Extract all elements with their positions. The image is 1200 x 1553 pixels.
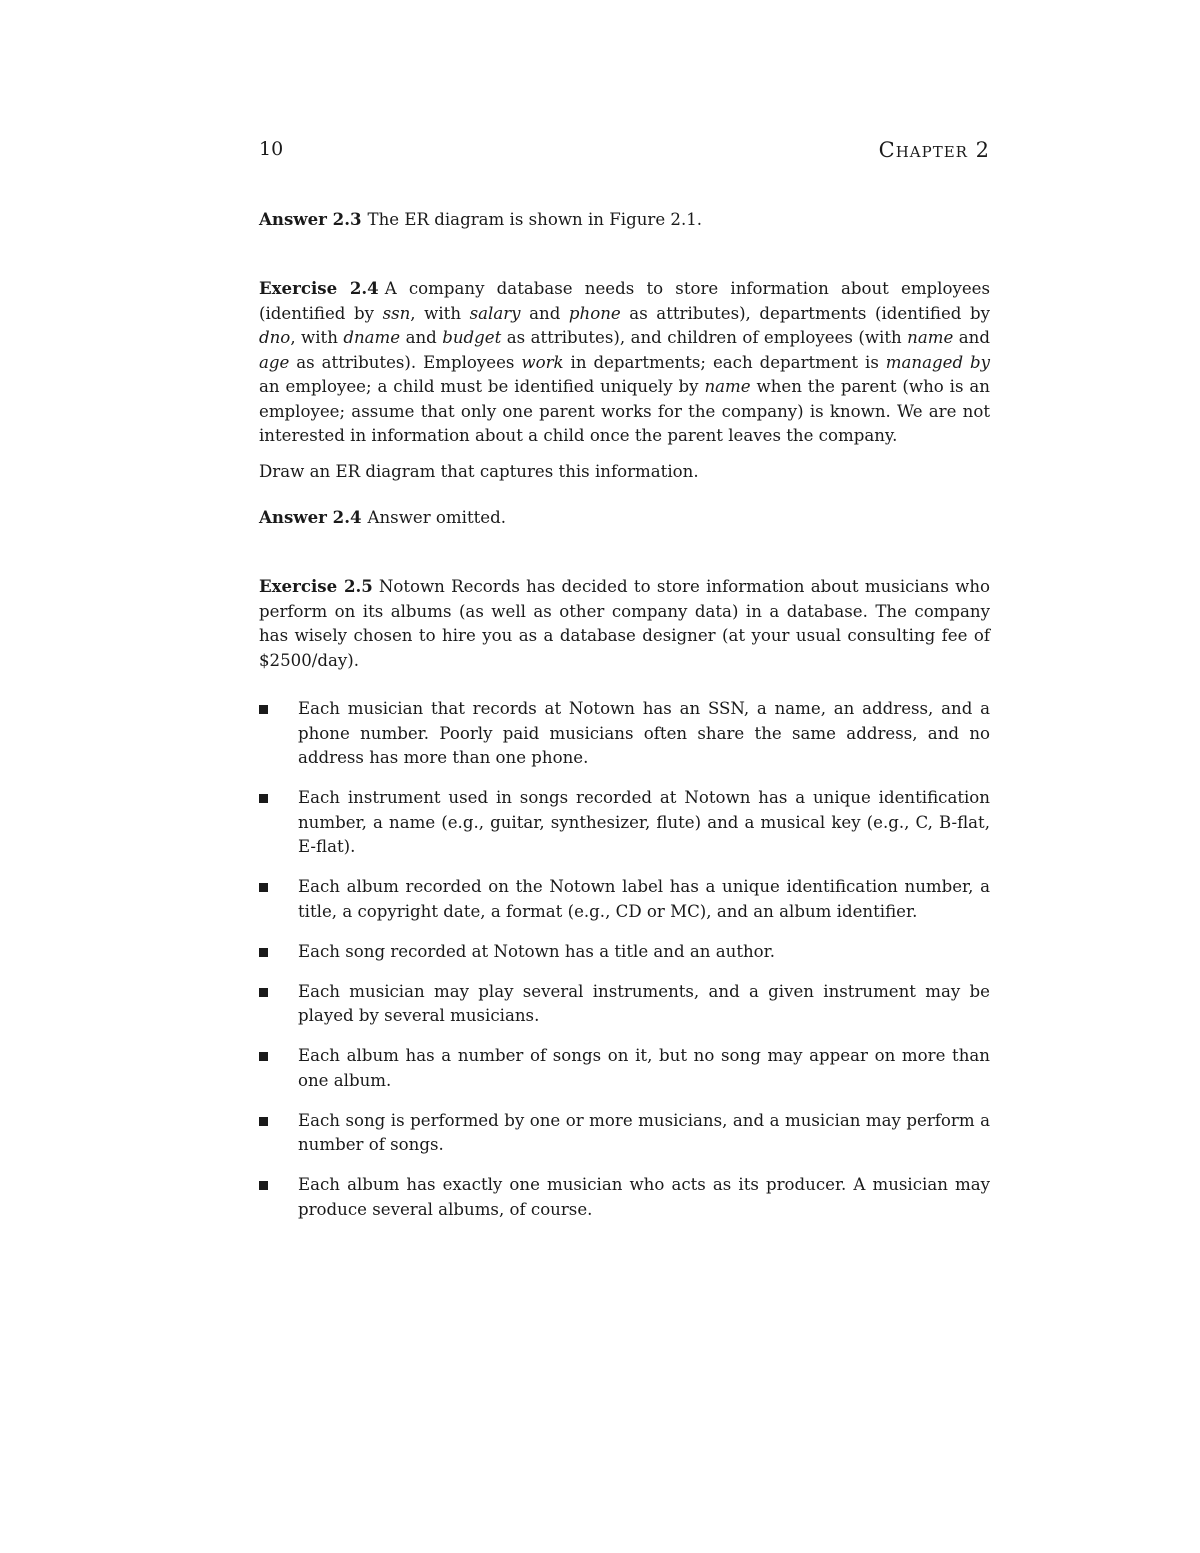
term-dname: dname [343, 328, 401, 347]
exercise-2-4-text: in departments; each department is [563, 352, 886, 372]
square-bullet-icon [259, 794, 268, 803]
square-bullet-icon [259, 1181, 268, 1190]
exercise-2-4-text: when the parent (who is an employee; assume that only one parent works for the company) is known. We are not interested in information about a child once the parent leaves the company. [259, 377, 990, 445]
answer-2-4-text: Answer omitted. [367, 508, 507, 527]
list-item-text: Each instrument used in songs recorded at Notown has a unique identification number, a name (e.g., guitar, synthesizer, flute) and a musical key (e.g., C, B-flat, E-flat). [298, 788, 990, 856]
term-work: work [521, 352, 564, 372]
exercise-2-4-text: A company database needs to store information about employees (identified by [259, 279, 990, 323]
exercise-2-4-instruction: Draw an ER diagram that captures this information. [259, 462, 699, 481]
exercise-2-4-text: and [400, 328, 443, 347]
answer-2-3-text: The ER diagram is shown in Figure 2.1. [367, 210, 703, 229]
exercise-2-4-text: an employee; a child must be identified uniquely by [259, 377, 705, 396]
list-item-text: Each album has exactly one musician who acts as its producer. A musician may produce several albums, of course. [298, 1175, 990, 1219]
list-item [259, 1044, 990, 1093]
term-managed-by: managed by [885, 352, 991, 372]
page-header [259, 138, 990, 168]
term-name: name [907, 328, 954, 347]
list-item-text: Each song recorded at Notown has a title and an author. [298, 941, 776, 961]
exercise-2-4-text: as attributes). Employees [289, 352, 522, 372]
list-item [259, 786, 990, 860]
list-item-text: Each album has a number of songs on it, but no song may appear on more than one album. [298, 1046, 990, 1090]
list-item [259, 697, 990, 771]
exercise-2-4-text: , with [290, 328, 344, 347]
exercise-2-5 [259, 574, 990, 673]
answer-2-4 [259, 505, 990, 531]
list-item [259, 980, 990, 1029]
chapter-heading: Chapter 2 [878, 138, 990, 162]
term-salary: salary [469, 303, 521, 323]
square-bullet-icon [259, 705, 268, 714]
exercise-2-4-text: as attributes), departments (identified by [620, 303, 990, 323]
answer-2-4-label: Answer 2.4 [259, 507, 362, 527]
term-ssn: ssn [382, 303, 411, 323]
requirements-list [259, 697, 990, 1238]
list-item-text: Each musician that records at Notown has an SSN, a name, an address, and a phone number. Poorly paid musicians often share the same address, and no address has more than one phone. [298, 699, 990, 767]
list-item [259, 1173, 990, 1222]
square-bullet-icon [259, 988, 268, 997]
term-budget: budget [442, 328, 502, 347]
exercise-2-4-text: , with [410, 303, 470, 323]
exercise-2-4-text: and [520, 303, 569, 323]
exercise-2-4-label: Exercise 2.4 [259, 278, 379, 298]
exercise-2-5-label: Exercise 2.5 [259, 576, 373, 596]
square-bullet-icon [259, 1117, 268, 1126]
exercise-2-5-text: Notown Records has decided to store information about musicians who perform on its albums (as well as other company data) in a database. The company has wisely chosen to hire you as a database designer (at your usual consulting fee of $2500/day). [259, 577, 990, 670]
list-item [259, 875, 990, 924]
list-item-text: Each song is performed by one or more musicians, and a musician may perform a number of songs. [298, 1110, 990, 1154]
answer-2-3-label: Answer 2.3 [259, 209, 362, 229]
page-number: 10 [259, 138, 284, 160]
exercise-2-4-text: as attributes), and children of employees (with [501, 328, 908, 347]
square-bullet-icon [259, 883, 268, 892]
term-age: age [259, 352, 290, 372]
term-phone: phone [568, 303, 621, 323]
list-item [259, 940, 990, 965]
term-name: name [704, 377, 751, 396]
list-item [259, 1109, 990, 1158]
square-bullet-icon [259, 1052, 268, 1061]
list-item-text: Each album recorded on the Notown label has a unique identification number, a title, a copyright date, a format (e.g., CD or MC), and an album identifier. [298, 877, 990, 921]
list-item-text: Each musician may play several instruments, and a given instrument may be played by several musicians. [298, 981, 990, 1025]
square-bullet-icon [259, 948, 268, 957]
exercise-2-4-text: and [953, 328, 990, 347]
exercise-2-4 [259, 276, 990, 449]
term-dno: dno [259, 328, 291, 347]
answer-2-3 [259, 207, 990, 233]
